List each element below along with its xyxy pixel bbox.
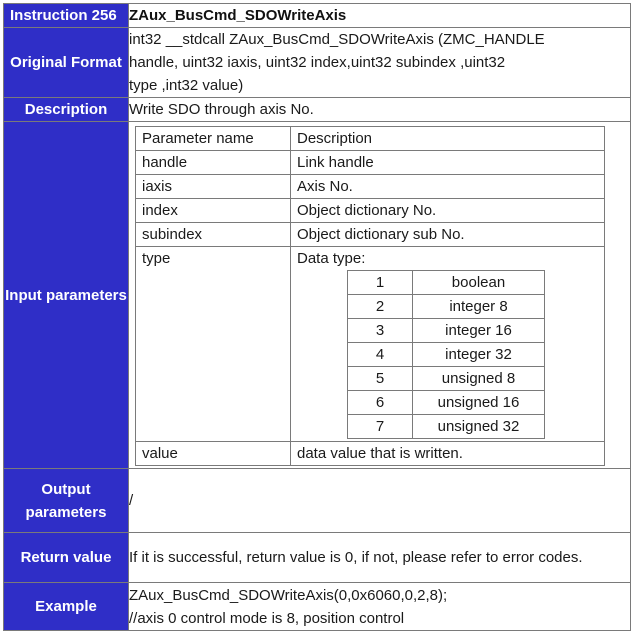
- table-row: [348, 319, 545, 343]
- original-format-value: [129, 28, 631, 98]
- param-name: index: [136, 199, 291, 223]
- type-code: 2: [348, 295, 413, 319]
- return-value-text: If it is successful, return value is 0, if not, please refer to error codes.: [129, 533, 631, 583]
- type-code: 6: [348, 391, 413, 415]
- output-parameters-value: /: [129, 469, 631, 533]
- example-row: [4, 583, 631, 631]
- type-param-row: [136, 247, 605, 442]
- type-code: 3: [348, 319, 413, 343]
- description-label: Description: [4, 98, 129, 122]
- signature-line: handle, uint32 iaxis, uint32 index,uint32 subindex ,uint32: [129, 54, 506, 71]
- type-name: boolean: [413, 271, 545, 295]
- example-code-line: ZAux_BusCmd_SDOWriteAxis(0,0x6060,0,2,8);: [129, 586, 448, 604]
- table-row: [348, 271, 545, 295]
- param-name: value: [136, 442, 291, 466]
- param-name: subindex: [136, 223, 291, 247]
- type-name: integer 32: [413, 343, 545, 367]
- param-desc-header: Description: [291, 127, 605, 151]
- param-name-header: Parameter name: [136, 127, 291, 151]
- function-name: ZAux_BusCmd_SDOWriteAxis: [129, 4, 631, 28]
- data-type-caption: Data type:: [297, 250, 366, 267]
- table-row: [136, 223, 605, 247]
- original-format-label: Original Format: [4, 28, 129, 98]
- type-name: unsigned 8: [413, 367, 545, 391]
- description-value: Write SDO through axis No.: [129, 98, 631, 122]
- instruction-number: Instruction 256: [4, 4, 129, 28]
- type-code: 1: [348, 271, 413, 295]
- type-param-desc: [291, 247, 605, 442]
- param-name: iaxis: [136, 175, 291, 199]
- example-label: Example: [4, 583, 129, 631]
- table-row: [348, 343, 545, 367]
- output-parameters-label: Output parameters: [4, 469, 129, 533]
- table-row: [348, 415, 545, 439]
- param-name: type: [136, 247, 291, 442]
- table-row: [348, 367, 545, 391]
- input-parameters-row: [4, 122, 631, 469]
- type-code: 5: [348, 367, 413, 391]
- signature-line: int32 __stdcall ZAux_BusCmd_SDOWriteAxis (ZMC_HANDLE: [129, 31, 545, 48]
- param-desc: Axis No.: [291, 175, 605, 199]
- type-code: 4: [348, 343, 413, 367]
- type-code: 7: [348, 415, 413, 439]
- table-row: [136, 442, 605, 466]
- type-name: integer 16: [413, 319, 545, 343]
- param-desc: Object dictionary sub No.: [291, 223, 605, 247]
- parameters-table: [135, 126, 605, 466]
- table-row: [136, 199, 605, 223]
- param-name: handle: [136, 151, 291, 175]
- header-row: [4, 4, 631, 28]
- output-parameters-row: [4, 469, 631, 533]
- signature-line: type ,int32 value): [129, 77, 244, 94]
- table-row: [136, 175, 605, 199]
- type-name: unsigned 32: [413, 415, 545, 439]
- table-row: [348, 391, 545, 415]
- type-name: unsigned 16: [413, 391, 545, 415]
- param-desc: Object dictionary No.: [291, 199, 605, 223]
- parameters-header-row: [136, 127, 605, 151]
- example-comment-line: //axis 0 control mode is 8, position control: [129, 609, 405, 627]
- table-row: [136, 151, 605, 175]
- example-value: [129, 583, 631, 631]
- return-value-row: [4, 533, 631, 583]
- input-parameters-cell: [129, 122, 631, 469]
- input-parameters-label: Input parameters: [4, 122, 129, 469]
- original-format-row: [4, 28, 631, 98]
- param-desc: Link handle: [291, 151, 605, 175]
- type-name: integer 8: [413, 295, 545, 319]
- return-value-label: Return value: [4, 533, 129, 583]
- description-row: [4, 98, 631, 122]
- table-row: [348, 295, 545, 319]
- param-desc: data value that is written.: [291, 442, 605, 466]
- data-type-table: [347, 270, 545, 439]
- instruction-doc-table: [3, 3, 631, 631]
